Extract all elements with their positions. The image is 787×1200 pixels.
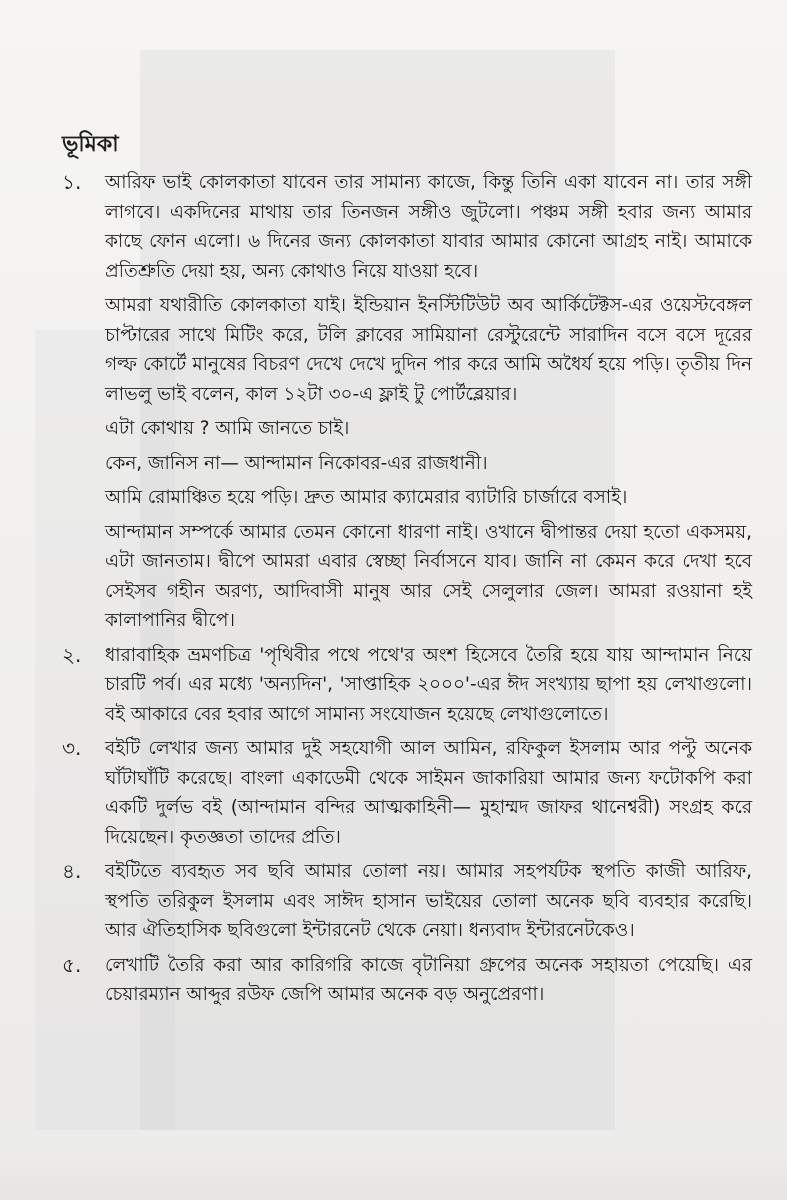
paragraph: বইটিতে ব্যবহৃত সব ছবি আমার তোলা নয়। আমার সহপর্যটক স্থপতি কাজী আরিফ, স্থপতি তরিকুল ইসলাম এবং সাঈদ হাসান ভাইয়ের তোলা অনেক ছবি ব্যবহার করেছি। আর ঐতিহাসিক ছবিগুলো ইন্টারনেট থেকে নেয়া। ধন্যবাদ ইন্টারনেটকেও।	[105, 861, 752, 941]
list-item-2	[62, 641, 752, 730]
item-number: ২.	[62, 642, 82, 667]
paragraph: কেন, জানিস না— আন্দামান নিকোবর-এর রাজধানী।	[105, 452, 488, 474]
page-title: ভূমিকা	[62, 132, 119, 157]
item-number: ৫.	[62, 952, 82, 977]
paragraph: আন্দামান সম্পর্কে আমার তেমন কোনো ধারণা নাই। ওখানে দ্বীপান্তর দেয়া হতো একসময়, এটা জানতাম। দ্বীপে আমরা এবার স্বেচ্ছা নির্বাসনে যাব। জানি না কেমন করে দেখা হবে সেইসব গহীন অরণ্য, আদিবাসী মানুষ আর সেই সেলুলার জেল। আমরা রওয়ানা হই কালাপানির দ্বীপে।	[105, 521, 752, 631]
item-number: ১.	[62, 170, 82, 194]
paragraph: আমরা যথারীতি কোলকাতা যাই। ইন্ডিয়ান ইনস্টিটিউট অব আর্কিটেক্টস-এর ওয়েস্টবেঙ্গল চাপ্টারের সাথে মিটিং করে, টলি ক্লাবের সামিয়ানা রেস্টুরেন্টে সারাদিন বসে বসে দূরের গল্ফ কোর্টে মানুষের বিচরণ দেখে দেখে দুদিন পার করে আমি অধৈর্য হয়ে পড়ি। তৃতীয় দিন লাভলু ভাই বলেন, কাল ১২টা ৩০-এ ফ্লাই টু পোর্টব্লেয়ার।	[105, 295, 752, 405]
paragraph: এটা কোথায় ? আমি জানতে চাই।	[105, 418, 350, 439]
paragraph: আমি রোমাঞ্চিত হয়ে পড়ি। দ্রুত আমার ক্যামেরার ব্যাটারি চার্জারে বসাই।	[105, 487, 628, 508]
paragraph: ধারাবাহিক ভ্রমণচিত্র 'পৃথিবীর পথে পথে'র অংশ হিসেবে তৈরি হয়ে যায় আন্দামান নিয়ে চারটি পর্ব। এর মধ্যে 'অন্যদিন', 'সাপ্তাহিক ২০০০'-এর ঈদ সংখ্যায় ছাপা হয় লেখাগুলো। বই আকারে বের হবার আগে সামান্য সংযোজন হয়েছে লেখাগুলোতে।	[105, 644, 752, 725]
page-bottom-shadow	[0, 1154, 787, 1200]
paragraph: আরিফ ভাই কোলকাতা যাবেন তার সামান্য কাজে, কিন্তু তিনি একা যাবেন না। তার সঙ্গী লাগবে। একদিনের মাথায় তার তিনজন সঙ্গীও জুটলো। পঞ্চম সঙ্গী হবার জন্য আমার কাছে ফোন এলো। ৬ দিনের জন্য কোলকাতা যাবার আমার কোনো আগ্রহ নাই। আমাকে প্রতিশ্রুতি দেয়া হয়, অন্য কোথাও নিয়ে যাওয়া হবে।	[105, 172, 752, 282]
list-item-4	[62, 857, 752, 946]
list-item-1	[62, 168, 752, 636]
preface-content	[62, 128, 752, 1015]
item-number: ৩.	[62, 736, 82, 760]
item-number: ৪.	[62, 859, 82, 883]
paragraph: বইটি লেখার জন্য আমার দুই সহযোগী আল আমিন, রফিকুল ইসলাম আর পল্টু অনেক ঘাঁটাঘাঁটি করেছে। বাংলা একাডেমী থেকে সাইমন জাকারিয়া আমার জন্য ফটোকপি করা একটি দুর্লভ বই (আন্দামান বন্দির আত্মকাহিনী— মুহাম্মদ জাফর থানেশ্বরী) সংগ্রহ করে দিয়েছেন। কৃতজ্ঞতা তাদের প্রতি।	[105, 738, 752, 848]
list-item-5	[62, 951, 752, 1010]
paragraph: লেখাটি তৈরি করা আর কারিগরি কাজে বৃটানিয়া গ্রুপের অনেক সহায়তা পেয়েছি। এর চেয়ারম্যান আব্দুর রউফ জেপি আমার অনেক বড় অনুপ্রেরণা।	[105, 954, 752, 1005]
list-item-3	[62, 734, 752, 852]
